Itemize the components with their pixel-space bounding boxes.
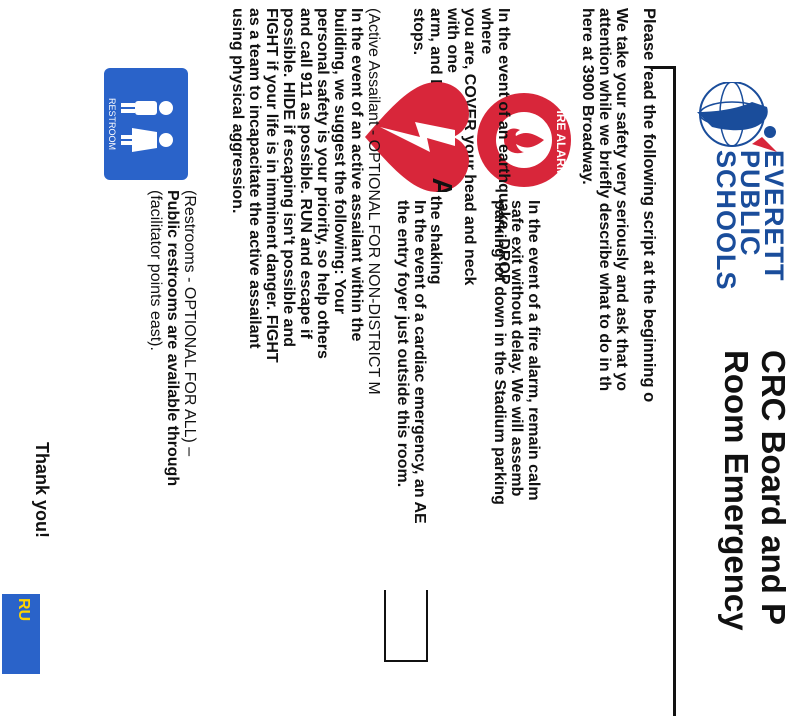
fire-line: safe exit without delay. We will assemb	[508, 200, 525, 497]
aed-line: the entry foyer just outside this room.	[394, 200, 411, 488]
aa-line: FIGHT if your life is in imminent danger. FIGHT	[263, 8, 280, 363]
title-line-2: Room Emergency	[718, 350, 755, 631]
icon-partial	[384, 590, 428, 662]
restroom-icon	[104, 68, 188, 180]
restroom-line: (Restrooms - OPTIONAL FOR ALL) –	[181, 190, 198, 457]
document-title	[718, 350, 792, 631]
aa-line: possible. HIDE if escaping isn't possible and	[280, 8, 297, 347]
restrooms-paragraph	[147, 190, 198, 680]
restroom-line: (facilitator points east).	[147, 190, 164, 351]
aa-line: In the event of an active assailant within the	[348, 8, 365, 342]
logo-line-3: SCHOOLS	[711, 150, 741, 291]
run-label: RU	[15, 598, 32, 622]
safety-line: attention while we briefly describe what to do in th	[596, 8, 613, 392]
title-line-1: CRC Board and P	[755, 350, 792, 626]
aed-line: In the event of a cardiac emergency, an AE	[411, 200, 428, 524]
aa-line: (Active Assailant - OPTIONAL FOR NON-DISTRICT M	[365, 8, 382, 395]
thank-you-text: Thank you!	[32, 442, 52, 539]
logo-text	[711, 150, 789, 291]
fire-alarm-label: FIRE ALARM	[554, 103, 568, 177]
aa-line: and call 911 as possible. RUN and escape if	[297, 8, 314, 339]
aed-paragraph	[394, 200, 428, 524]
earthquake-line: In the event of an earthquake, DROP where	[478, 8, 512, 285]
fire-line: parking lot down in the Stadium parking	[491, 200, 508, 505]
aa-line: as a team to incapacitate the active assailant	[246, 8, 263, 349]
aed-label	[427, 177, 458, 192]
intro-text: Please read the following script at the beginning o	[640, 8, 658, 403]
fire-line: In the event of a fire alarm, remain calm	[525, 200, 542, 501]
restroom-line: Public restrooms are available through	[164, 190, 181, 487]
earthquake-line: you are, COVER your head and neck with one	[444, 8, 478, 286]
restroom-label: RESTROOM	[107, 97, 117, 151]
aa-line: building, we suggest the following: Your	[331, 8, 348, 315]
earthquake-line: arm, and the shaking stops.	[410, 8, 444, 285]
active-assailant-paragraph	[229, 8, 382, 688]
safety-line: here at 3900 Broadway.	[579, 8, 596, 185]
logo-line-2: PUBLIC	[735, 150, 765, 257]
safety-line: We take your safety very seriously and ask that yo	[613, 8, 630, 391]
aa-line: using physical aggression.	[229, 8, 246, 214]
logo-line-1: EVERETT	[759, 150, 789, 282]
safety-paragraph	[579, 8, 630, 688]
aa-line: personal safety is your priority, so help others	[314, 8, 331, 359]
